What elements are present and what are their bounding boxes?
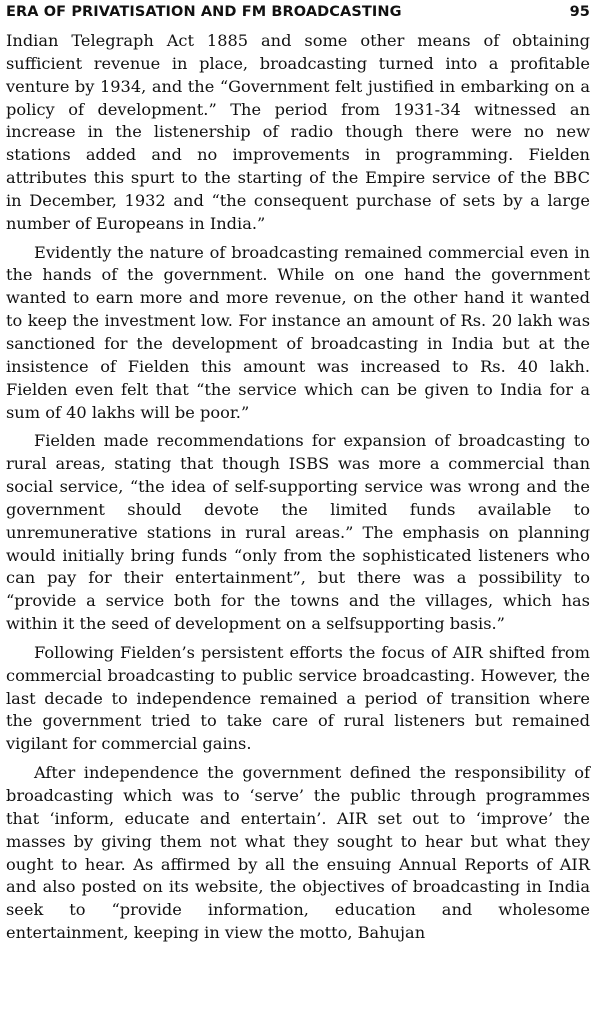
page-header — [6, 4, 590, 26]
running-head: ERA OF PRIVATISATION AND FM BROADCASTING — [6, 4, 402, 20]
paragraph: Following Fielden’s persistent efforts the focus of AIR shifted from commercial broadcasting to public service broadcasting. However, the last decade to independence remained a period of transition where the government tried to take care of rural listeners but remained vigilant for commercial gains. — [6, 642, 590, 754]
body-text — [6, 30, 590, 951]
paragraph-continued: Indian Telegraph Act 1885 and some other means of obtaining sufficient revenue in place, broadcasting turned into a profitable venture by 1934, and the “Government felt justified in embarking on a policy of development.” The period from 1931-34 witnessed an increase in the listenership of radio though there were no new stations added and no improvements in programming. Fielden attributes this spurt to the starting of the Empire service of the BBC in December, 1932 and “the consequent purchase of sets by a large number of Europeans in India.” — [6, 31, 590, 233]
paragraph: Fielden made recommendations for expansion of broadcasting to rural areas, stating that though ISBS was more a commercial than social service, “the idea of self-supporting service was wrong and the government should devote the limited funds available to unremunerative stations in rural areas.” The emphasis on planning would initially bring funds “only from the sophisticated listeners who can pay for their entertainment”, but there was a possibility to “provide a service both for the towns and the villages, which has within it the seed of development on a selfsupporting basis.” — [6, 431, 590, 634]
page-number: 95 — [569, 4, 590, 20]
paragraph: Evidently the nature of broadcasting remained commercial even in the hands of the government. While on one hand the government wanted to earn more and more revenue, on the other hand it wanted to keep the investment low. For instance an amount of Rs. 20 lakh was sanctioned for the development of broadcasting in India but at the insistence of Fielden this amount was increased to Rs. 40 lakh. Fielden even felt that “the service which can be given to India for a sum of 40 lakhs will be poor.” — [6, 242, 590, 422]
paragraph: After independence the government defined the responsibility of broadcasting which was to ‘serve’ the public through programmes that ‘inform, educate and entertain’. AIR set out to ‘improve’ the masses by giving them not what they sought to hear but what they ought to hear. As affirmed by all the ensuing Annual Reports of AIR and also posted on its website, the objectives of broadcasting in India seek to “provide information, education and wholesome entertainment, keeping in view the motto, Bahujan — [6, 763, 590, 943]
